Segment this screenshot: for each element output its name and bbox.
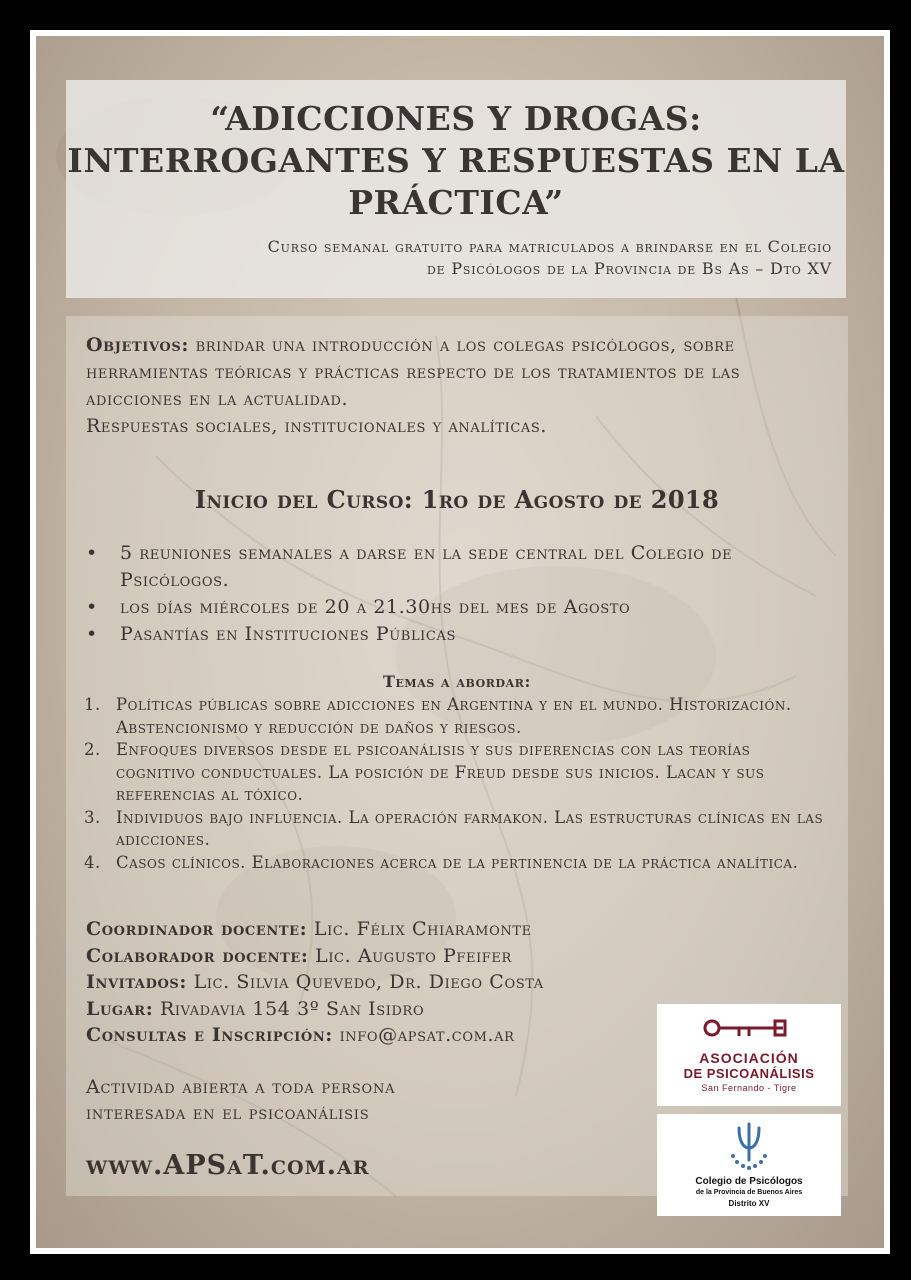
colegio-logo	[657, 1114, 841, 1216]
title-line-2: INTERROGANTES Y RESPUESTAS EN LA	[67, 141, 845, 180]
bullet-icon: •	[86, 596, 98, 618]
subtitle-line-1: Curso semanal gratuito para matriculados a brindarse en el Colegio	[267, 237, 832, 256]
coordinador-label: Coordinador docente:	[86, 918, 308, 940]
website-link[interactable]: www.APSaT.com.ar	[86, 1150, 370, 1181]
invitados-row	[86, 969, 686, 996]
bullet-text: Pasantías en Instituciones Públicas	[120, 623, 456, 645]
apsat-logo	[657, 1004, 841, 1106]
apsat-line-2: DE PSICOANÁLISIS	[683, 1066, 815, 1081]
colegio-line-1: Colegio de Psicólogos	[695, 1176, 803, 1187]
list-item	[84, 694, 834, 739]
consultas-row	[86, 1022, 686, 1049]
objetivos-label: Objetivos:	[86, 334, 189, 356]
list-item	[84, 852, 834, 875]
list-item	[84, 739, 834, 807]
colaborador-row	[86, 943, 686, 970]
temas-list	[84, 694, 834, 874]
colegio-line-3: Distrito XV	[728, 1199, 770, 1208]
bullet-icon: •	[86, 623, 98, 645]
invitados-value: Lic. Silvia Quevedo, Dr. Diego Costa	[187, 971, 544, 993]
item-text: Enfoques diversos desde el psicoanálisis y sus diferencias con las teorías cognitivo conductuales. La posición de Freud desde sus inicios. Lacan y sus referencias al tóxico.	[116, 740, 765, 804]
apsat-line-3: San Fernando - Tigre	[701, 1083, 797, 1093]
lugar-label: Lugar:	[86, 997, 154, 1020]
item-number: 4.	[84, 852, 101, 872]
item-number: 3.	[84, 807, 101, 827]
objetivos-block	[86, 332, 746, 440]
objetivos-text: brindar una introducción a los colegas psicólogos, sobre herramientas teóricas y prácticas respecto de los tratamientos de las adicciones en la actualidad.	[86, 334, 741, 410]
lugar-value: Rivadavia 154 3º San Isidro	[153, 997, 425, 1020]
list-item	[86, 621, 786, 648]
course-info	[86, 916, 686, 1049]
colaborador-label: Colaborador docente:	[86, 944, 309, 967]
invitados-label: Invitados:	[86, 971, 187, 993]
bullet-text: 5 reuniones semanales a darse en la sede central del Colegio de Psicólogos.	[120, 542, 733, 591]
item-text: Políticas públicas sobre adicciones en Argentina y en el mundo. Historización. Abstencionismo y reducción de daños y riesgos.	[116, 695, 792, 737]
item-number: 2.	[84, 740, 101, 759]
apsat-line-1: ASOCIACIÓN	[699, 1050, 799, 1066]
psi-icon	[657, 1120, 841, 1176]
item-text: Individuos bajo influencia. La operación farmakon. Las estructuras clínicas en las adicciones.	[116, 807, 824, 849]
open-activity-note	[86, 1074, 606, 1126]
course-start: Inicio del Curso: 1ro de Agosto de 2018	[194, 485, 720, 514]
open-activity-line-1: Actividad abierta a toda persona	[86, 1076, 396, 1098]
email-link[interactable]: info@apsat.com.ar	[332, 1024, 515, 1046]
bullet-icon: •	[86, 542, 98, 564]
title-line-1: “ADICCIONES Y DROGAS:	[210, 99, 702, 138]
poster-title	[66, 98, 846, 224]
list-item	[86, 540, 786, 594]
temas-heading: Temas a abordar:	[382, 672, 532, 691]
coordinador-row	[86, 916, 686, 943]
colegio-line-2: de la Provincia de Buenos Aires	[695, 1189, 803, 1196]
subtitle	[90, 236, 832, 280]
title-line-3: PRÁCTICA”	[348, 183, 564, 222]
lugar-row	[86, 996, 686, 1023]
coordinador-value: Lic. Félix Chiaramonte	[307, 918, 532, 940]
open-activity-line-2: interesada en el psicoanálisis	[86, 1102, 370, 1124]
colaborador-value: Lic. Augusto Pfeifer	[308, 944, 512, 967]
consultas-label: Consultas e Inscripción:	[86, 1024, 333, 1046]
objetivos-line-2: Respuestas sociales, institucionales y analíticas.	[86, 415, 548, 437]
bullet-list	[86, 540, 786, 648]
list-item	[84, 807, 834, 852]
item-number: 1.	[84, 695, 101, 714]
bullet-text: los días miércoles de 20 a 21.30hs del mes de Agosto	[120, 596, 631, 618]
subtitle-line-2: de Psicólogos de la Provincia de Bs As – Dto XV	[426, 259, 832, 278]
list-item	[86, 594, 786, 621]
key-icon	[657, 1010, 841, 1050]
item-text: Casos clínicos. Elaboraciones acerca de la pertinencia de la práctica analítica.	[116, 852, 799, 872]
